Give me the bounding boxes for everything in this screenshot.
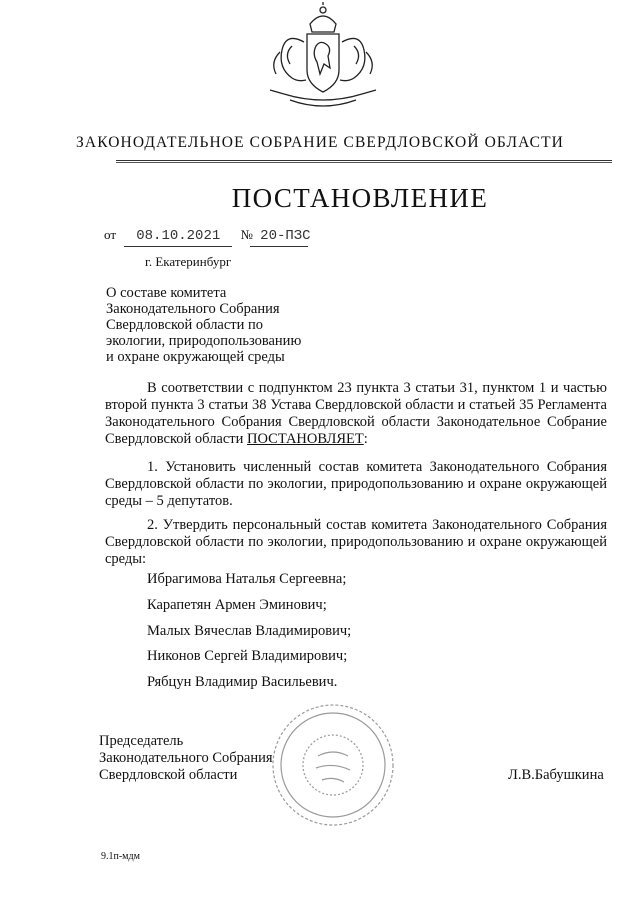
signatory-name: Л.В.Бабушкина bbox=[508, 767, 604, 783]
item-2-paragraph: 2. Утвердить персональный состав комитета Законодательного Собрания Свердловской области по экологии, природопользованию и охране окружающей среды: bbox=[105, 517, 607, 567]
organization-name: ЗАКОНОДАТЕЛЬНОЕ СОБРАНИЕ СВЕРДЛОВСКОЙ ОБЛАСТИ bbox=[76, 134, 564, 151]
date-underline bbox=[124, 246, 232, 247]
number-underline bbox=[250, 246, 308, 247]
document-subject: О составе комитета Законодательного Собрания Свердловской области по экологии, природопользованию и охране окружающей среды bbox=[106, 285, 302, 365]
preamble-paragraph bbox=[105, 380, 607, 448]
document-city: г. Екатеринбург bbox=[145, 254, 232, 269]
member-item: Малых Вячеслав Владимирович; bbox=[147, 623, 352, 639]
header-divider bbox=[116, 160, 612, 161]
official-seal-icon bbox=[268, 700, 398, 830]
footer-code: 9.1п-мдм bbox=[101, 851, 140, 862]
member-item: Никонов Сергей Владимирович; bbox=[147, 648, 348, 664]
date-number-row bbox=[104, 227, 311, 244]
document-date: 08.10.2021 bbox=[136, 228, 221, 244]
item-1-paragraph: 1. Установить численный состав комитета Законодательного Собрания Свердловской области по экологии, природопользованию и охране окружающей среды – 5 депутатов. bbox=[105, 459, 607, 509]
preamble-text: В соответствии с подпунктом 23 пункта 3 статьи 31, пунктом 1 и частью второй пункта 3 статьи 38 Устава Свердловской области и статьей 35 Регламента Законодательного Собрания Свердловской области Законодательное Собрание Свердловской области bbox=[105, 380, 607, 447]
member-item: Карапетян Армен Эминович; bbox=[147, 597, 327, 613]
number-prefix: № bbox=[240, 227, 253, 242]
member-item: Ибрагимова Наталья Сергеевна; bbox=[147, 571, 347, 587]
coat-of-arms-icon bbox=[262, 2, 384, 112]
resolves-suffix: : bbox=[363, 431, 368, 447]
header-divider-secondary bbox=[116, 162, 612, 163]
document-title: ПОСТАНОВЛЕНИЕ bbox=[231, 183, 489, 213]
date-prefix: от bbox=[104, 227, 117, 242]
resolves-word: ПОСТАНОВЛЯЕТ bbox=[247, 431, 364, 447]
document-number: 20-ПЗС bbox=[260, 228, 311, 244]
member-item: Рябцун Владимир Васильевич. bbox=[147, 674, 338, 690]
signatory-position: Председатель Законодательного Собрания Свердловской области bbox=[99, 733, 273, 783]
